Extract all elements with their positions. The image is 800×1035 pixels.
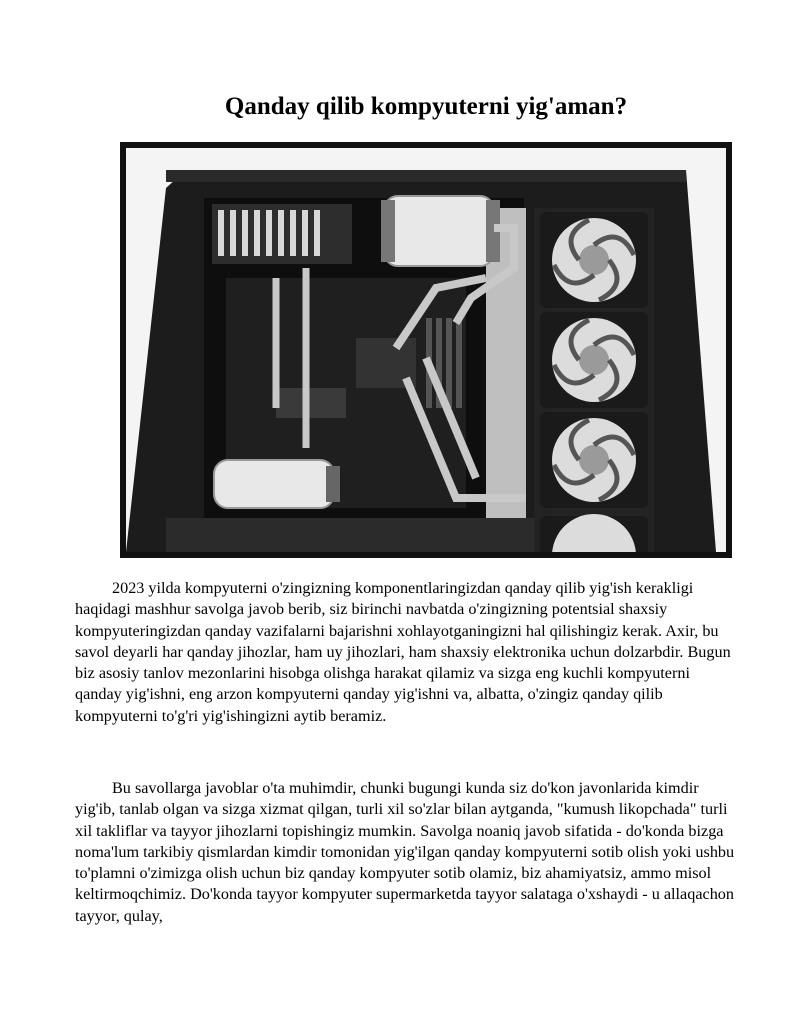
pc-build-photo: [120, 142, 732, 558]
fan-group: [540, 212, 648, 552]
page-title: Qanday qilib kompyuterni yig'aman?: [224, 93, 628, 120]
body-paragraph: 2023 yilda kompyuterni o'zingizning komponentlaringizdan qanday qilib yig'ish kerakligi haqidagi mashhur savolga javob berib, siz birinchi navbatda o'zingizning potentsial shaxsiy kompyuteringizdan qanday vazifalarni bajarishni xohlayotganingizni hal qilishingiz kerak. Axir, bu savol deyarli har qanday jihozlar, ham uy jihozlari, ham shaxsiy elektronika uchun dolzarbdir. Bugun biz asosiy tanlov mezonlarini hisobga olishga harakat qilamiz va sizga eng kuchli kompyuterni qanday yig'ishni, eng arzon kompyuterni qanday yig'ishni va, albatta, o'zingiz qanday qilib kompyuterni to'g'ri yig'ishingizni aytib beramiz.: [75, 579, 731, 725]
body-paragraph: Bu savollarga javoblar o'ta muhimdir, chunki bugungi kunda siz do'kon javonlarida kimdir yig'ib, tanlab olgan va sizga xizmat qilgan, turli xil so'zlar bilan aytganda, "kumush likopchada" turli xil takliflar va tayyor jihozlarni topishingiz mumkin. Savolga noaniq javob sifatida - do'konda bizga noma'lum tarkibiy qismlardan kimdir tomonidan yig'ilgan qanday kompyuterni sotib olish yoki ushbu to'plamni o'zimizga olish uchun biz qanday kompyuter sotib olamiz, biz ahamiyatsiz, ammo misol keltirmoqchimiz. Do'konda tayyor kompyuter supermarketda tayyor salataga o'xshaydi - u allaqachon tayyor, qulay,: [75, 779, 735, 925]
